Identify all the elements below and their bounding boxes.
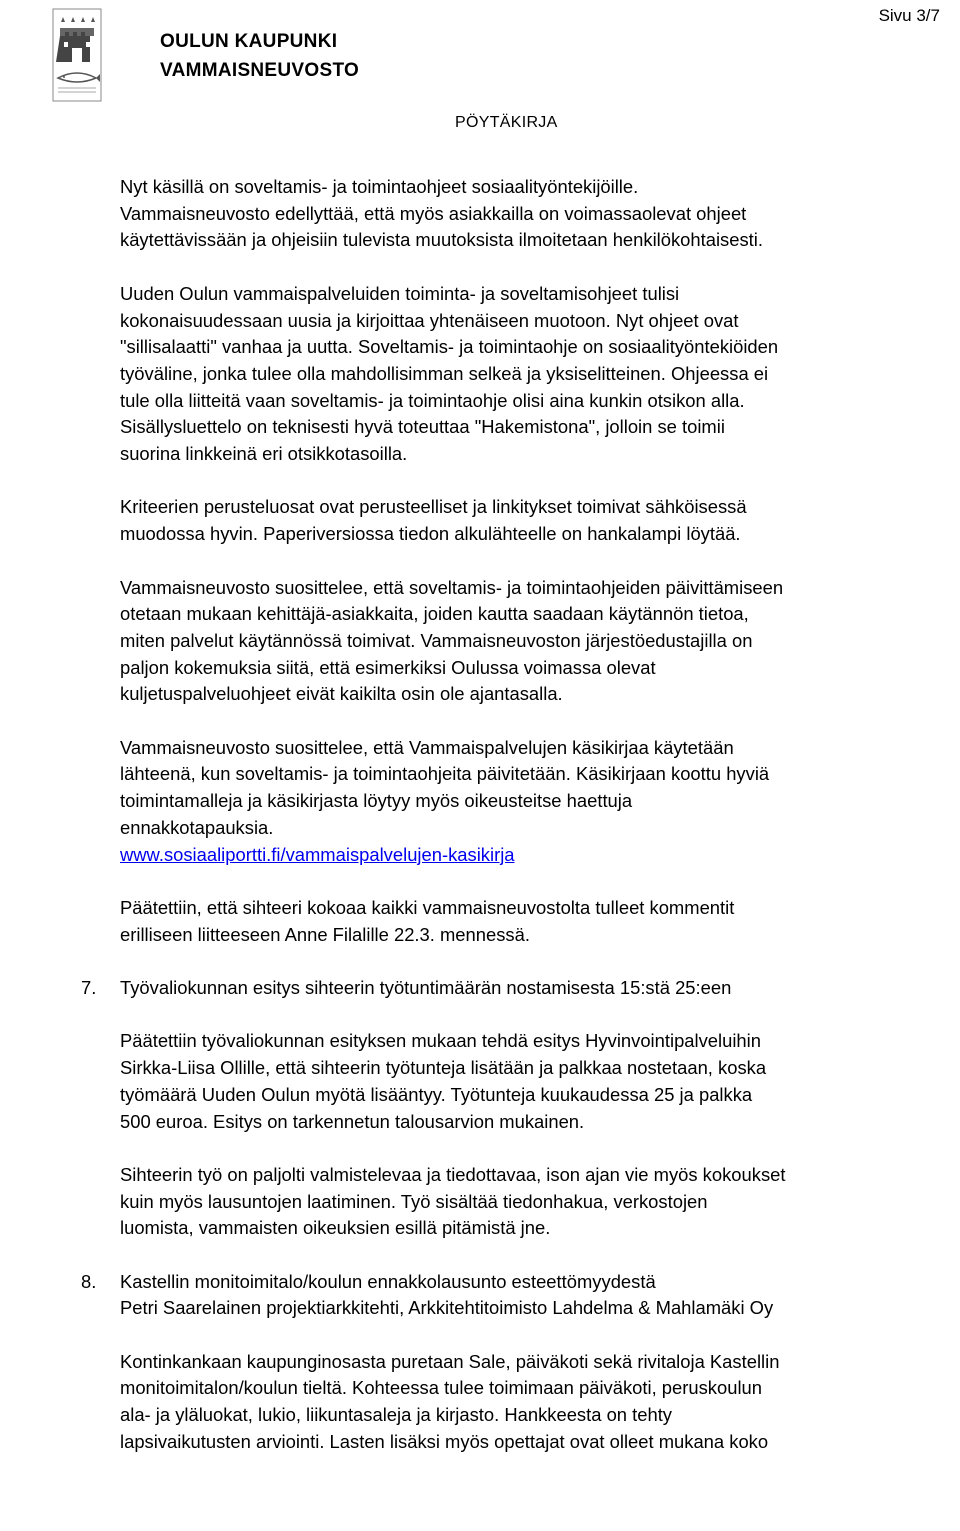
text-line: otetaan mukaan kehittäjä-asiakkaita, joiden kautta saadaan käytännön tietoa, [120,603,749,625]
text-line: Nyt käsillä on soveltamis- ja toimintaohjeet sosiaalityöntekijöille. [120,176,639,197]
text-line: Päätettiin, että sihteeri kokoaa kaikki vammaisneuvostolta tulleet kommentit [120,896,735,918]
text-line: kuin myös lausuntojen laatiminen. Työ sisältää tiedonhakua, verkostojen [120,1190,708,1212]
city-logo [52,8,102,102]
text-line: tule olla liitteitä vaan soveltamis- ja toimintaohje olisi aina kunkin otsikon alla. [120,389,745,411]
paragraph [120,174,960,254]
text-line: Sihteerin työ on paljolti valmistelevaa ja tiedottavaa, ison ajan vie myös kokoukset [120,1163,786,1185]
text-line: Kontinkankaan kaupunginosasta puretaan Sale, päiväkoti sekä rivitaloja Kastellin [120,1350,780,1372]
text-line: erilliseen liitteeseen Anne Filalille 22.3. mennessä. [120,923,530,945]
text-line: Sisällysluettelo on teknisesti hyvä toteuttaa "Hakemistona", jolloin se toimii [120,416,725,438]
text-line: kokonaisuudessaan uusia ja kirjoittaa yhtenäiseen muotoon. Nyt ohjeet ovat [120,309,739,331]
text-line: lapsivaikutusten arviointi. Lasten lisäksi myös opettajat ovat olleet mukana koko [120,1430,769,1452]
text-line: toimintamalleja ja käsikirjasta löytyy myös oikeusteitse haettuja [120,790,633,812]
document-body [81,174,960,1456]
page-number: Sivu 3/7 [878,6,940,25]
text-line: "sillisalaatti" vanhaa ja uutta. Soveltamis- ja toimintaohje on sosiaalityöntekiöiden [120,336,779,358]
paragraph [120,281,960,468]
item-title: Kastellin monitoimitalo/koulun ennakkolausunto esteettömyydestä [120,1270,656,1292]
text-line: Vammaisneuvosto edellyttää, että myös asiakkailla on voimassaolevat ohjeet [120,202,747,224]
text-line: miten palvelut käytännössä toimivat. Vammaisneuvoston järjestöedustajilla on [120,629,753,651]
item-number: 7. [81,977,97,998]
text-line: muodossa hyvin. Paperiversiossa tiedon alkulähteelle on hankalampi löytää. [120,523,741,545]
document-type: PÖYTÄKIRJA [455,114,558,131]
paragraph [120,575,960,709]
text-line: monitoimitalon/koulun tieltä. Kohteessa tulee toimimaan päiväkoti, peruskoulun [120,1377,762,1399]
text-line: kuljetuspalveluohjeet eivät kaikilta osin ole ajantasalla. [120,683,563,705]
city-coat-of-arms-icon [52,8,102,102]
agenda-item-8 [81,1269,960,1456]
text-line: käytettävissään ja ohjeisiin tulevista muutoksista ilmoitetaan henkilökohtaisesti. [120,229,763,251]
text-line: Päätettiin työvaliokunnan esityksen mukaan tehdä esitys Hyvinvointipalveluihin [120,1030,761,1052]
text-line: Kriteerien perusteluosat ovat perusteelliset ja linkitykset toimivat sähköisessä [120,496,747,518]
text-line: ala- ja yläluokat, lukio, liikuntasaleja ja kirjasto. Hankkeesta on tehty [120,1404,673,1426]
text-line: luomista, vammaisten oikeuksien esillä pitämistä jne. [120,1217,551,1239]
paragraph [120,735,960,869]
item-title: Työvaliokunnan esitys sihteerin työtuntimäärän nostamisesta 15:stä 25:een [120,977,732,998]
paragraph [120,494,960,547]
text-line: Vammaisneuvosto suosittelee, että Vammaispalvelujen käsikirjaa käytetään [120,736,734,758]
text-line: työmäärä Uuden Oulun myötä lisääntyy. Työtunteja kuukaudessa 25 ja palkka [120,1083,753,1105]
item-number: 8. [81,1270,97,1292]
paragraph [120,895,960,948]
text-line: 500 euroa. Esitys on tarkennetun talousarvion mukainen. [120,1110,585,1132]
organization-name: OULUN KAUPUNKI [160,31,338,52]
text-line: Sirkka-Liisa Ollille, että sihteerin työtunteja lisätään ja palkkaa nostetaan, koska [120,1057,767,1079]
text-line: ennakkotapauksia. [120,816,274,838]
department-name: VAMMAISNEUVOSTO [160,60,360,81]
text-line: työväline, jonka tulee olla mahdollisimman selkeä ja yksiselitteinen. Ohjeessa ei [120,362,769,384]
agenda-item-7 [81,975,960,1242]
text-line: Vammaisneuvosto suosittelee, että soveltamis- ja toimintaohjeiden päivittämiseen [120,576,784,598]
text-line: Uuden Oulun vammaispalveluiden toiminta- ja soveltamisohjeet tulisi [120,282,680,304]
text-line: paljon kokemuksia siitä, että esimerkiksi Oulussa voimassa olevat [120,656,656,678]
text-line: suorina linkkeinä eri otsikkotasoilla. [120,443,408,465]
item-subtitle: Petri Saarelainen projektiarkkitehti, Arkkitehtitoimisto Lahdelma & Mahlamäki Oy [120,1297,774,1319]
handbook-link[interactable]: www.sosiaaliportti.fi/vammaispalvelujen-kasikirja [120,843,515,865]
text-line: lähteenä, kun soveltamis- ja toimintaohjeita päivitetään. Käsikirjaan koottu hyviä [120,763,770,785]
